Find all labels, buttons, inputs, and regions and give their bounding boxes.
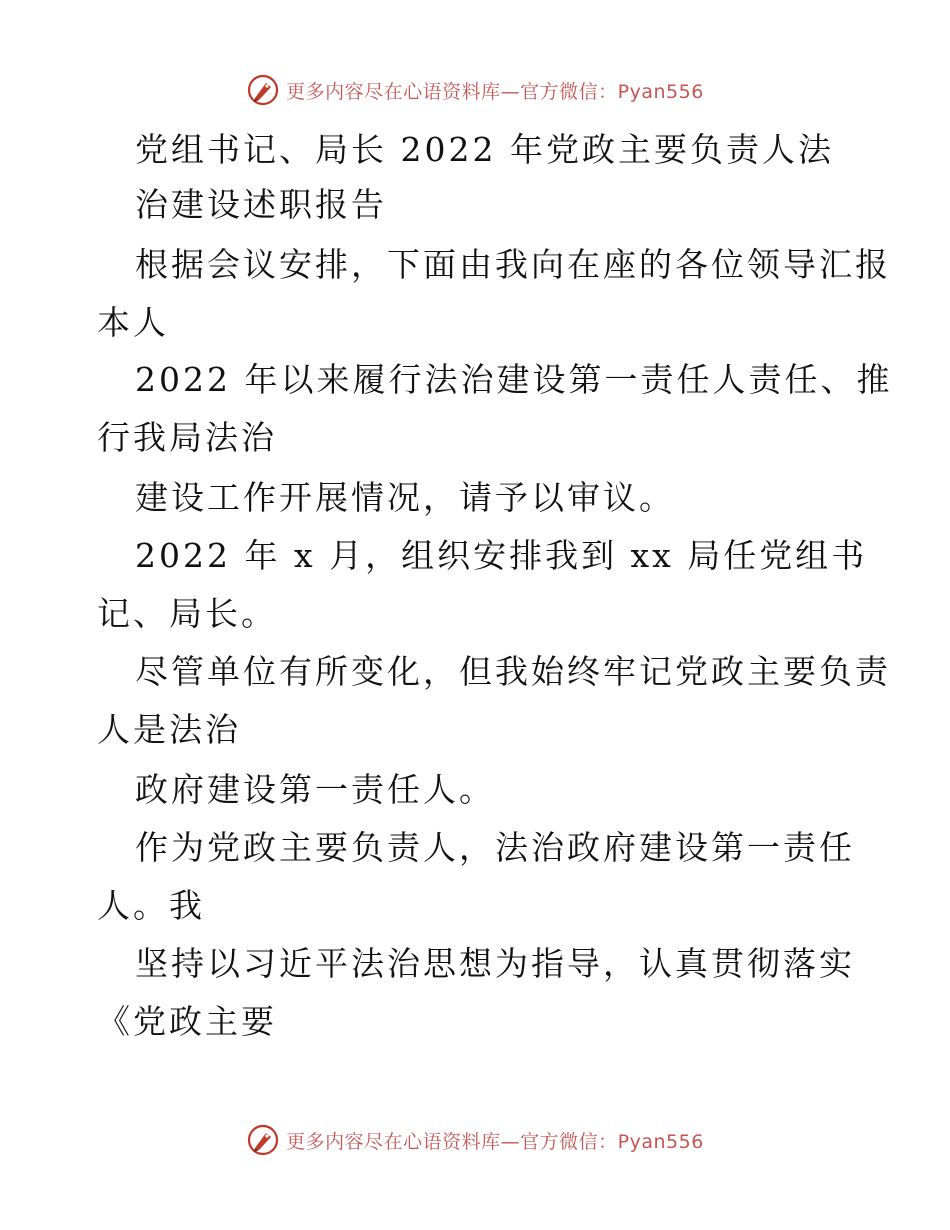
paragraph-line: 根据会议安排，下面由我向在座的各位领导汇报 (135, 245, 891, 284)
pen-nib-logo-icon (246, 1123, 280, 1157)
footer-watermark (0, 1120, 950, 1160)
paragraph-line: 政府建设第一责任人。 (135, 770, 495, 809)
document-title-line-1: 党组书记、局长 2022 年党政主要负责人法 (135, 130, 834, 169)
paragraph-line: 记、局长。 (97, 594, 277, 633)
document-title-line-2: 治建设述职报告 (135, 185, 387, 224)
paragraph-line: 作为党政主要负责人，法治政府建设第一责任 (135, 828, 855, 867)
paragraph-line: 人是法治 (97, 710, 241, 749)
paragraph-line: 建设工作开展情况，请予以审议。 (135, 478, 675, 517)
header-watermark (0, 70, 950, 110)
paragraph-line: 坚持以习近平法治思想为指导，认真贯彻落实 (135, 944, 855, 983)
paragraph-line: 2022 年 x 月，组织安排我到 xx 局任党组书 (135, 536, 868, 575)
watermark-text: 更多内容尽在心语资料库—官方微信：Pyan556 (286, 80, 704, 103)
paragraph-line: 人。我 (97, 886, 205, 925)
paragraph-line: 《党政主要 (97, 1002, 277, 1041)
paragraph-line: 2022 年以来履行法治建设第一责任人责任、推 (135, 360, 893, 399)
paragraph-line: 尽管单位有所变化，但我始终牢记党政主要负责 (135, 652, 891, 691)
paragraph-line: 本人 (97, 303, 169, 342)
paragraph-line: 行我局法治 (97, 418, 277, 457)
pen-nib-logo-icon (246, 73, 280, 107)
watermark-text: 更多内容尽在心语资料库—官方微信：Pyan556 (286, 1130, 704, 1153)
